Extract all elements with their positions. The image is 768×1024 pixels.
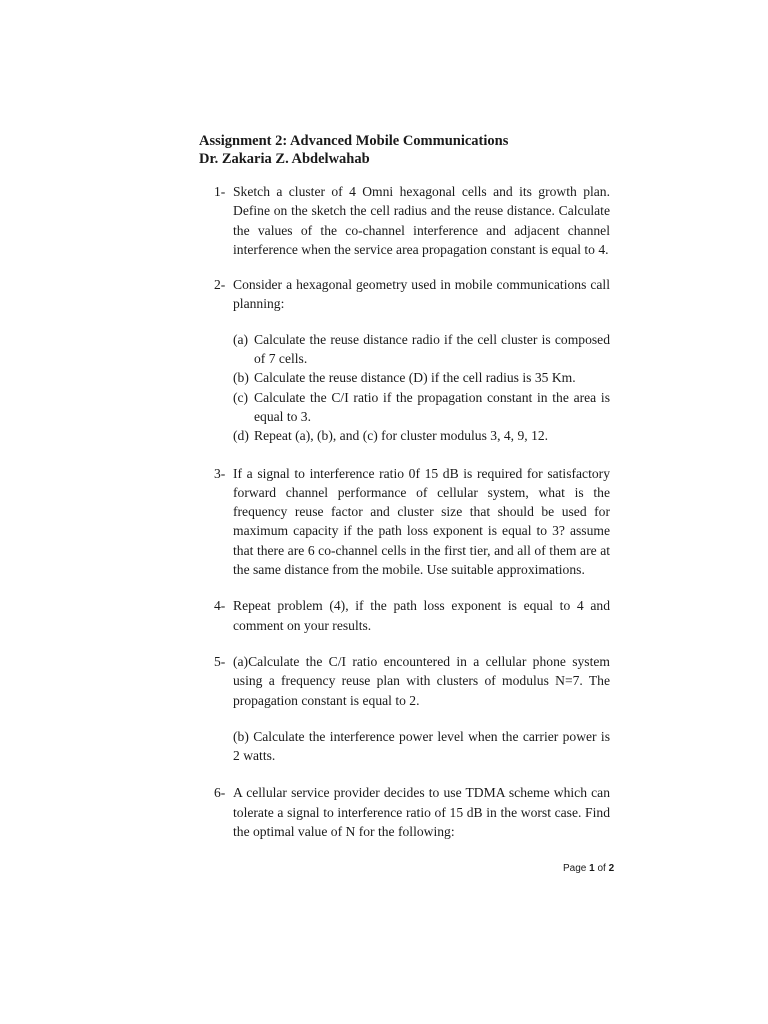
problem-number: 3- xyxy=(214,465,226,481)
problem-text-part-a: (a)Calculate the C/I ratio encountered in a cellular phone system using a frequency reuse plan with clusters of modulus N=7. The propagation constant is equal to 2. xyxy=(233,653,610,708)
document-header xyxy=(199,132,619,168)
subquestion-label: (a) xyxy=(233,331,249,347)
subquestion-text: Calculate the C/I ratio if the propagation constant in the area is equal to 3. xyxy=(254,389,610,424)
subquestion-a xyxy=(233,330,610,369)
problem-6 xyxy=(214,783,610,841)
problem-number: 1- xyxy=(214,184,226,199)
subquestion-text: Calculate the reuse distance radio if the cell cluster is composed of 7 cells. xyxy=(254,331,610,367)
problem-text: Consider a hexagonal geometry used in mobile communications call planning: xyxy=(233,277,610,312)
problem-3 xyxy=(214,464,610,580)
subquestion-d xyxy=(233,426,610,445)
page-total: 2 xyxy=(608,863,615,874)
subquestion-label: (b) xyxy=(233,370,249,386)
subquestion-label: (c) xyxy=(233,389,249,405)
subquestion-b xyxy=(233,368,610,387)
problem-number: 4- xyxy=(214,598,226,614)
assignment-title: Assignment 2: Advanced Mobile Communications xyxy=(199,133,509,149)
subquestion-text: Repeat (a), (b), and (c) for cluster modulus 3, 4, 9, 12. xyxy=(254,428,549,444)
problem-number: 6- xyxy=(214,785,226,801)
page-word: Page xyxy=(563,863,587,874)
problem-text: Repeat problem (4), if the path loss exponent is equal to 4 and comment on your results. xyxy=(233,598,610,633)
subquestion-text: Calculate the reuse distance (D) if the cell radius is 35 Km. xyxy=(254,370,576,386)
problem-text-part-b: (b) Calculate the interference power level when the carrier power is 2 watts. xyxy=(233,728,610,764)
problem-2 xyxy=(214,275,610,445)
page-footer xyxy=(563,863,614,874)
subquestion-label: (d) xyxy=(233,428,249,444)
problem-5 xyxy=(214,652,610,765)
subquestion-list xyxy=(233,330,610,446)
problem-1 xyxy=(214,182,610,259)
problem-4 xyxy=(214,596,610,635)
author-name: Dr. Zakaria Z. Abdelwahab xyxy=(199,151,370,167)
problem-number: 2- xyxy=(214,277,226,293)
problem-text: A cellular service provider decides to use TDMA scheme which can tolerate a signal to interference ratio of 15 dB in the worst case. Find the optimal value of N for the following: xyxy=(233,785,610,840)
subquestion-c xyxy=(233,388,610,427)
problem-text: If a signal to interference ratio 0f 15 dB is required for satisfactory forward channel performance of cellular system, what is the frequency reuse factor and cluster size that should be used for maximum capacity if the path loss exponent is equal to 3? assume that there are 6 co-channel cells in the first tier, and all of them are at the same distance from the mobile. Use suitable approximations. xyxy=(233,465,610,578)
page-of: of xyxy=(597,863,606,874)
problem-number: 5- xyxy=(214,653,226,669)
page-current: 1 xyxy=(589,863,595,874)
problem-list xyxy=(214,182,610,858)
problem-text: Sketch a cluster of 4 Omni hexagonal cells and its growth plan. Define on the sketch the cell radius and the reuse distance. Calculate the values of the co-channel interference and adjacent channel interference when the service area propagation constant is equal to 4. xyxy=(233,184,610,257)
